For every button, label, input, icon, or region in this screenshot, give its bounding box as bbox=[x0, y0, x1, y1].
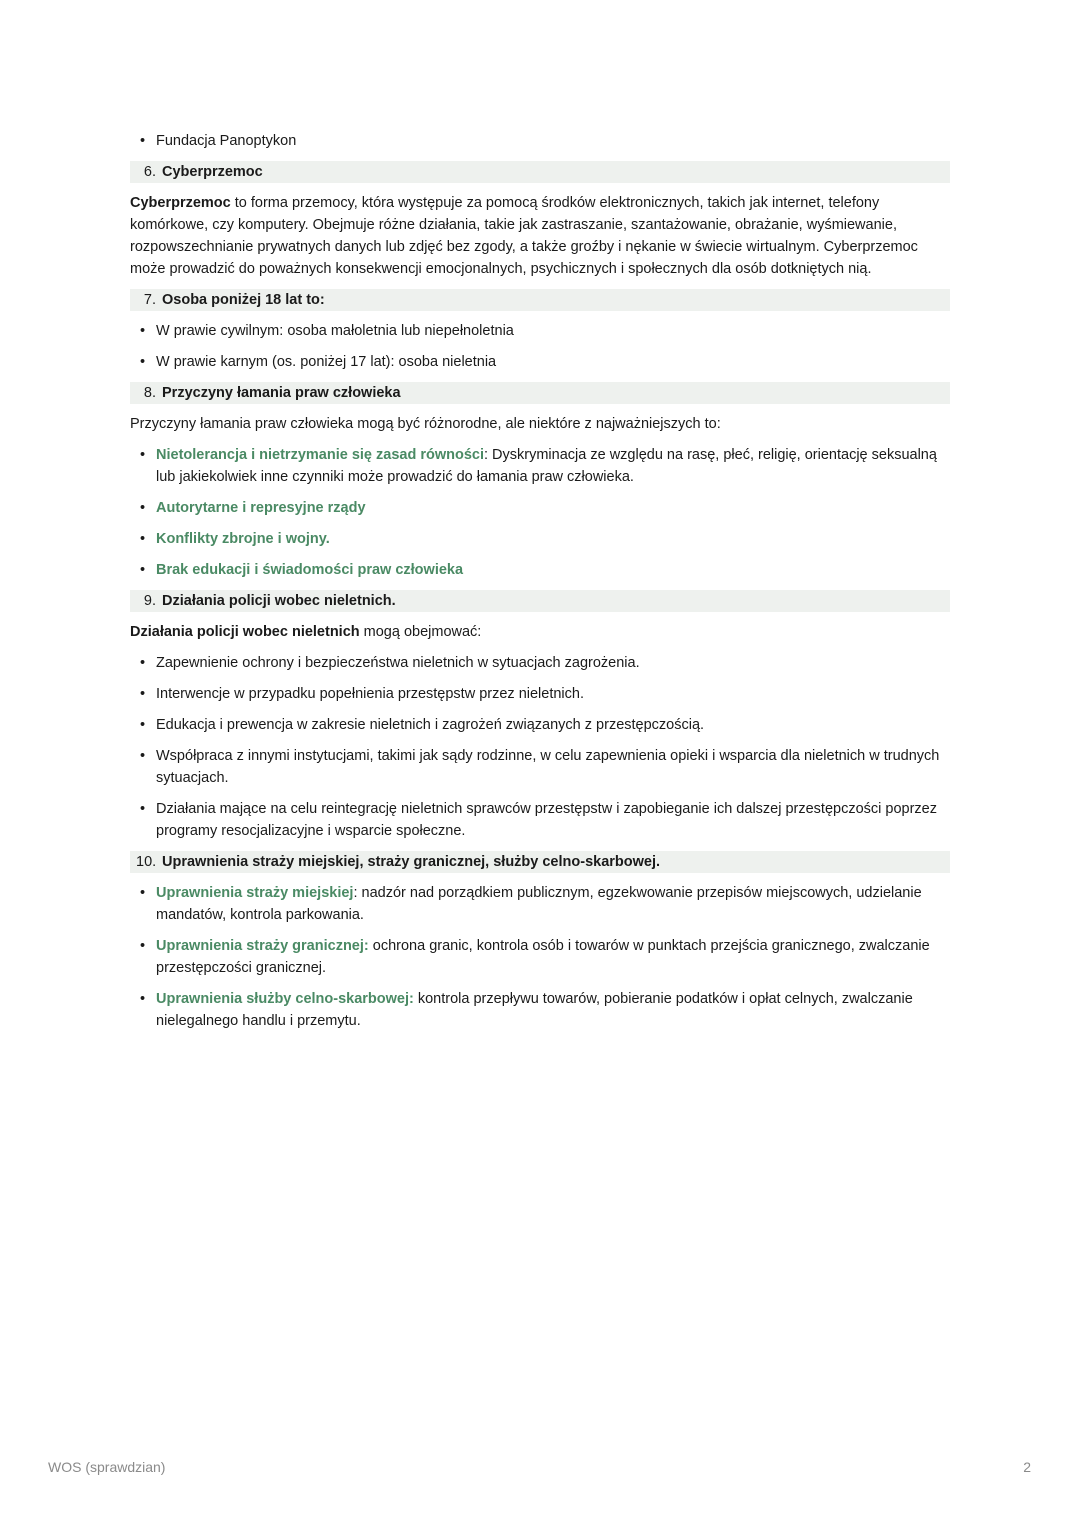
list-item: • Interwencje w przypadku popełnienia przestępstw przez nieletnich. bbox=[130, 683, 950, 705]
list-item: • W prawie karnym (os. poniżej 17 lat): osoba nieletnia bbox=[130, 351, 950, 373]
list-item: • Współpraca z innymi instytucjami, takimi jak sądy rodzinne, w celu zapewnienia opieki i wsparcia dla nieletnich w trudnych sytuacjach. bbox=[130, 745, 950, 789]
list-item bbox=[130, 559, 950, 581]
section-heading-7 bbox=[130, 289, 950, 311]
page-number: 2 bbox=[1023, 1459, 1031, 1475]
paragraph bbox=[130, 621, 950, 643]
item-text: ochrona granic, kontrola osób i towarów w punktach przejścia granicznego, zwalczanie przestępczości granicznej. bbox=[156, 938, 930, 976]
heading-number: 6. bbox=[143, 164, 156, 180]
paragraph-text: mogą obejmować: bbox=[359, 624, 482, 640]
heading-number: 8. bbox=[143, 385, 156, 401]
list-item bbox=[130, 444, 950, 488]
highlight-term: Brak edukacji i świadomości praw człowieka bbox=[156, 562, 464, 578]
content bbox=[130, 130, 950, 1041]
list-item: • Zapewnienie ochrony i bezpieczeństwa nieletnich w sytuacjach zagrożenia. bbox=[130, 652, 950, 674]
highlight-term: Uprawnienia służby celno-skarbowej: bbox=[156, 991, 414, 1007]
heading-number: 10. bbox=[136, 854, 157, 870]
list-item: • Fundacja Panoptykon bbox=[130, 130, 950, 152]
bold-term: Cyberprzemoc bbox=[130, 195, 231, 211]
heading-title: Osoba poniżej 18 lat to: bbox=[162, 292, 325, 308]
heading-number: 7. bbox=[143, 292, 156, 308]
list-item: • W prawie cywilnym: osoba małoletnia lub niepełnoletnia bbox=[130, 320, 950, 342]
list-item: • Działania mające na celu reintegrację nieletnich sprawców przestępstw i zapobieganie ich dalszej przestępczości poprzez programy resocjalizacyjne i wsparcie społeczne. bbox=[130, 798, 950, 842]
heading-title: Uprawnienia straży miejskiej, straży granicznej, służby celno-skarbowej. bbox=[162, 854, 661, 870]
list-item: • Edukacja i prewencja w zakresie nieletnich i zagrożeń związanych z przestępczością. bbox=[130, 714, 950, 736]
heading-title: Działania policji wobec nieletnich. bbox=[162, 593, 396, 609]
list-item bbox=[130, 528, 950, 550]
list-item bbox=[130, 882, 950, 926]
list-item bbox=[130, 497, 950, 519]
list-item bbox=[130, 935, 950, 979]
section-heading-10 bbox=[130, 851, 950, 873]
highlight-term: Nietolerancja i nietrzymanie się zasad równości bbox=[156, 447, 484, 463]
section-heading-6 bbox=[130, 161, 950, 183]
highlight-term: Autorytarne i represyjne rządy bbox=[156, 500, 366, 516]
paragraph-text: to forma przemocy, która występuje za pomocą środków elektronicznych, takich jak internet, telefony komórkowe, czy komputery. Obejmuje różne działania, takie jak zastraszanie, szantażowanie, obrażanie, wyśmiewanie, rozpowszechnianie prywatnych danych lub zdjęć bez zgody, a także groźby i nękanie w świecie wirtualnym. Cyberprzemoc może prowadzić do poważnych konsekwencji emocjonalnych, psychicznych i społecznych dla osób dotkniętych nią. bbox=[130, 195, 918, 277]
highlight-term: Konflikty zbrojne i wojny. bbox=[156, 531, 330, 547]
paragraph bbox=[130, 192, 950, 280]
paragraph: Przyczyny łamania praw człowieka mogą być różnorodne, ale niektóre z najważniejszych to: bbox=[130, 416, 721, 432]
item-text: : Dyskryminacja ze względu na rasę, płeć, religię, orientację seksualną lub jakiekolwiek inne czynniki może prowadzić do łamania praw człowieka. bbox=[156, 447, 937, 485]
highlight-term: Uprawnienia straży miejskiej bbox=[156, 885, 354, 901]
item-text: : nadzór nad porządkiem publicznym, egzekwowanie przepisów miejscowych, udzielanie mandatów, kontrola parkowania. bbox=[156, 885, 922, 923]
list-item bbox=[130, 988, 950, 1032]
footer-title: WOS (sprawdzian) bbox=[48, 1459, 166, 1475]
bold-term: Działania policji wobec nieletnich bbox=[130, 624, 360, 640]
heading-title: Przyczyny łamania praw człowieka bbox=[162, 385, 401, 401]
section-heading-8 bbox=[130, 382, 950, 404]
heading-title: Cyberprzemoc bbox=[162, 164, 263, 180]
item-text: kontrola przepływu towarów, pobieranie podatków i opłat celnych, zwalczanie nielegalnego handlu i przemytu. bbox=[156, 991, 913, 1029]
highlight-term: Uprawnienia straży granicznej: bbox=[156, 938, 369, 954]
section-heading-9 bbox=[130, 590, 950, 612]
heading-number: 9. bbox=[143, 593, 156, 609]
